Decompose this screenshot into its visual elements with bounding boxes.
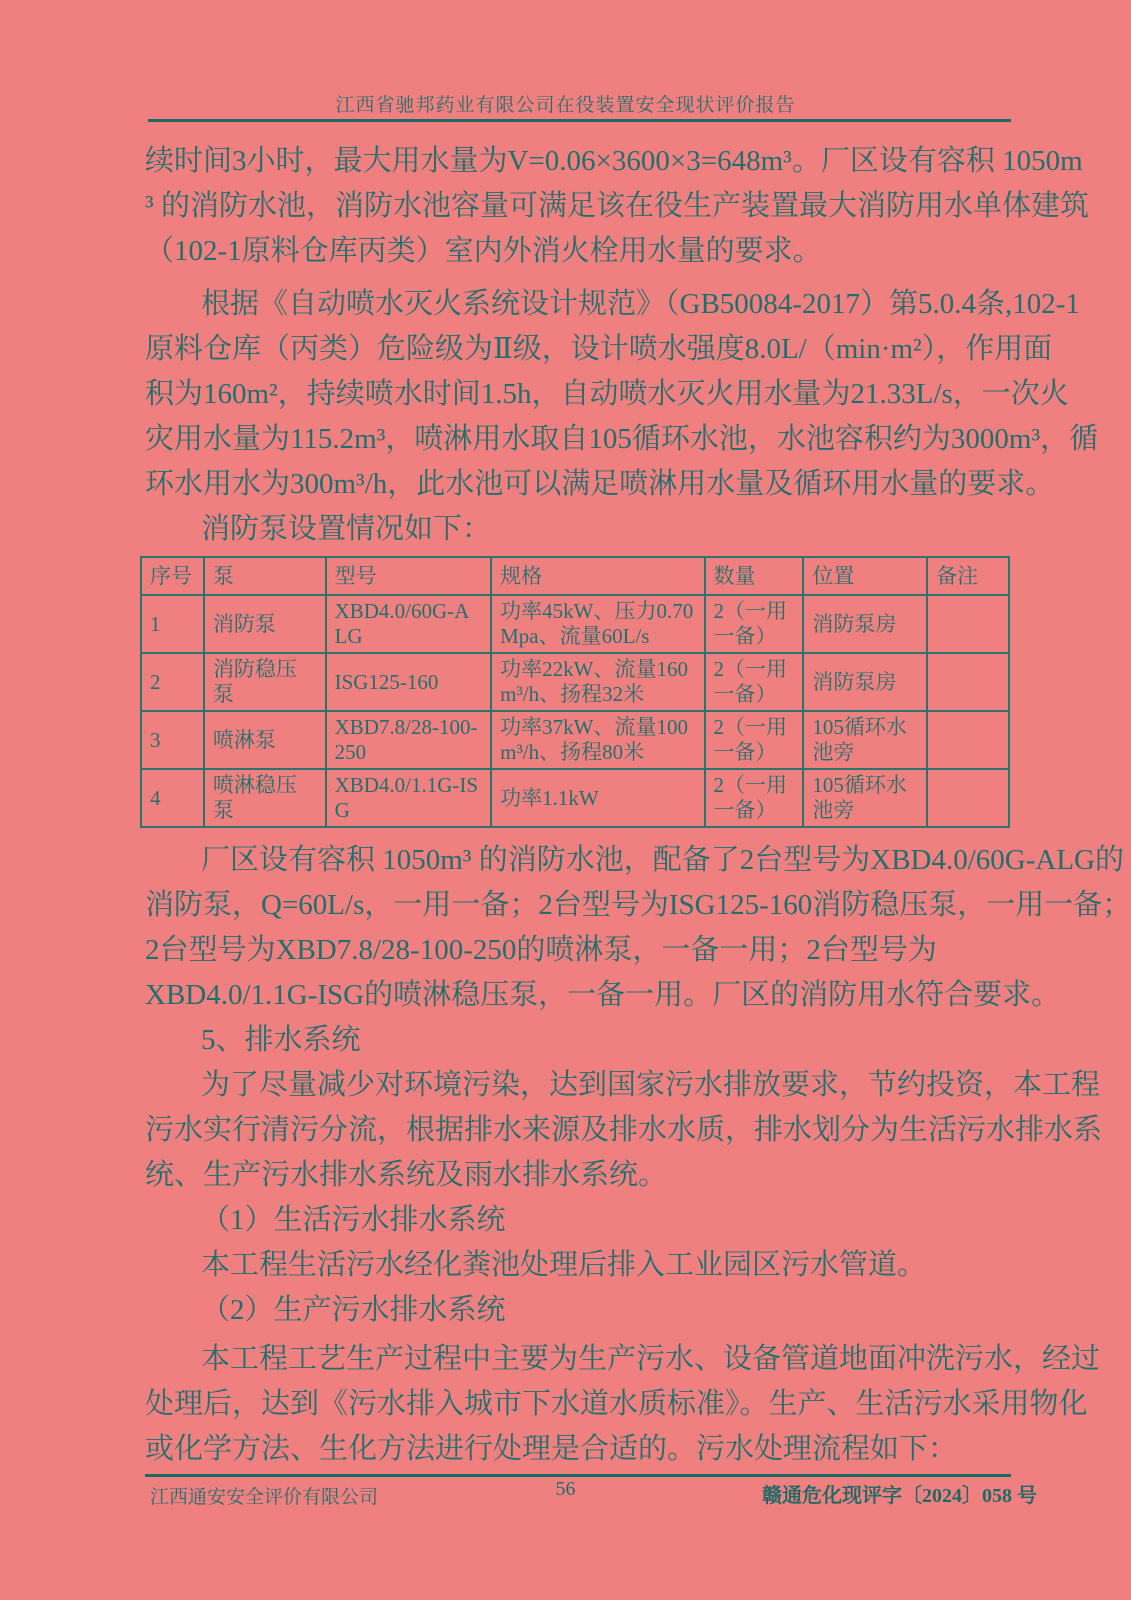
cell-model: XBD4.0/60G-ALG <box>326 595 492 653</box>
col-header-remark: 备注 <box>927 557 1009 595</box>
paragraph5-line: 处理后，达到《污水排入城市下水道水质标准》。生产、生活污水采用物化 <box>145 1388 1088 1420</box>
page-number: 56 <box>555 1478 576 1500</box>
paragraph4-line: 污水实行清污分流，根据排水来源及排水水质，排水划分为生活污水排水系 <box>145 1114 1103 1146</box>
subsection2-heading: （2）生产污水排水系统 <box>201 1294 506 1326</box>
cell-spec: 功率45kW、压力0.70Mpa、流量60L/s <box>491 595 704 653</box>
paragraph4-line: 统、生产污水排水系统及雨水排水系统。 <box>145 1159 668 1191</box>
paragraph3-line: 消防泵，Q=60L/s，一用一备；2台型号为ISG125-160消防稳压泵，一用一备； <box>145 889 1131 921</box>
cell-seq: 2 <box>141 653 204 711</box>
col-header-location: 位置 <box>803 557 927 595</box>
paragraph2-line: 环水用水为300m³/h，此水池可以满足喷淋用水量及循环用水量的要求。 <box>145 468 1055 500</box>
paragraph1-line: （102-1原料仓库丙类）室内外消火栓用水量的要求。 <box>145 235 822 267</box>
cell-spec: 功率22kW、流量160m³/h、扬程32米 <box>491 653 704 711</box>
table-intro: 消防泵设置情况如下： <box>201 513 492 545</box>
page-header-title: 江西省驰邦药业有限公司在役装置安全现状评价报告 <box>335 95 796 116</box>
footer-doc-number: 赣通危化现评字〔2024〕058 号 <box>762 1485 1037 1507</box>
col-header-seq: 序号 <box>141 557 204 595</box>
paragraph3-line: XBD4.0/1.1G-ISG的喷淋稳压泵，一备一用。厂区的消防用水符合要求。 <box>145 979 1061 1011</box>
table-header-row <box>141 557 1009 595</box>
cell-model: XBD7.8/28-100-250 <box>326 711 492 769</box>
cell-qty: 2（一用一备） <box>705 711 804 769</box>
paragraph5-line: 或化学方法、生化方法进行处理是合适的。污水处理流程如下： <box>145 1433 958 1465</box>
cell-model: ISG125-160 <box>326 653 492 711</box>
table-row <box>141 653 1009 711</box>
paragraph1-line: 续时间3小时，最大用水量为V=0.06×3600×3=648m³。厂区设有容积 1050m <box>145 145 1083 177</box>
fire-pump-table <box>140 556 1010 828</box>
cell-remark <box>927 595 1009 653</box>
cell-remark <box>927 711 1009 769</box>
cell-spec: 功率37kW、流量100m³/h、扬程80米 <box>491 711 704 769</box>
cell-location: 消防泵房 <box>803 653 927 711</box>
cell-location: 105循环水池旁 <box>803 711 927 769</box>
cell-model: XBD4.0/1.1G-ISG <box>326 769 492 827</box>
subsection1-line: 本工程生活污水经化粪池处理后排入工业园区污水管道。 <box>201 1249 927 1281</box>
cell-remark <box>927 653 1009 711</box>
page-content <box>145 139 1131 1472</box>
col-header-qty: 数量 <box>705 557 804 595</box>
paragraph2-line: 原料仓库（丙类）危险级为Ⅱ级，设计喷水强度8.0L/（min·m²），作用面 <box>145 333 1053 365</box>
paragraph3-line: 厂区设有容积 1050m³ 的消防水池，配备了2台型号为XBD4.0/60G-ALG的 <box>201 844 1124 876</box>
paragraph2-line: 积为160m²，持续喷水时间1.5h，自动喷水灭火用水量为21.33L/s，一次火 <box>145 378 1069 410</box>
cell-seq: 1 <box>141 595 204 653</box>
cell-pump: 喷淋泵 <box>204 711 326 769</box>
col-header-model: 型号 <box>326 557 492 595</box>
cell-spec: 功率1.1kW <box>491 769 704 827</box>
paragraph4-line: 为了尽量减少对环境污染，达到国家污水排放要求，节约投资，本工程 <box>201 1069 1101 1101</box>
cell-seq: 3 <box>141 711 204 769</box>
table-row <box>141 711 1009 769</box>
paragraph1-line: ³ 的消防水池，消防水池容量可满足该在役生产装置最大消防用水单体建筑 <box>145 190 1089 222</box>
cell-qty: 2（一用一备） <box>705 653 804 711</box>
cell-seq: 4 <box>141 769 204 827</box>
table-row <box>141 595 1009 653</box>
section5-heading: 5、排水系统 <box>201 1024 361 1056</box>
cell-location: 消防泵房 <box>803 595 927 653</box>
col-header-pump: 泵 <box>204 557 326 595</box>
paragraph3-line: 2台型号为XBD7.8/28-100-250的喷淋泵，一备一用；2台型号为 <box>145 934 937 966</box>
subsection1-heading: （1）生活污水排水系统 <box>201 1204 506 1236</box>
cell-qty: 2（一用一备） <box>705 769 804 827</box>
cell-remark <box>927 769 1009 827</box>
paragraph2-line: 灾用水量为115.2m³，喷淋用水取自105循环水池，水池容积约为3000m³，循 <box>145 423 1099 455</box>
header-rule <box>148 119 1011 122</box>
cell-pump: 喷淋稳压泵 <box>204 769 326 827</box>
table-row <box>141 769 1009 827</box>
cell-location: 105循环水池旁 <box>803 769 927 827</box>
footer-rule <box>145 1474 1011 1477</box>
cell-pump: 消防稳压泵 <box>204 653 326 711</box>
col-header-spec: 规格 <box>491 557 704 595</box>
cell-pump: 消防泵 <box>204 595 326 653</box>
paragraph2-line: 根据《自动喷水灭火系统设计规范》（GB50084-2017）第5.0.4条,102-1 <box>201 288 1080 320</box>
cell-qty: 2（一用一备） <box>705 595 804 653</box>
paragraph5-line: 本工程工艺生产过程中主要为生产污水、设备管道地面冲洗污水，经过 <box>201 1343 1101 1375</box>
footer-company: 江西通安安全评价有限公司 <box>150 1487 379 1508</box>
